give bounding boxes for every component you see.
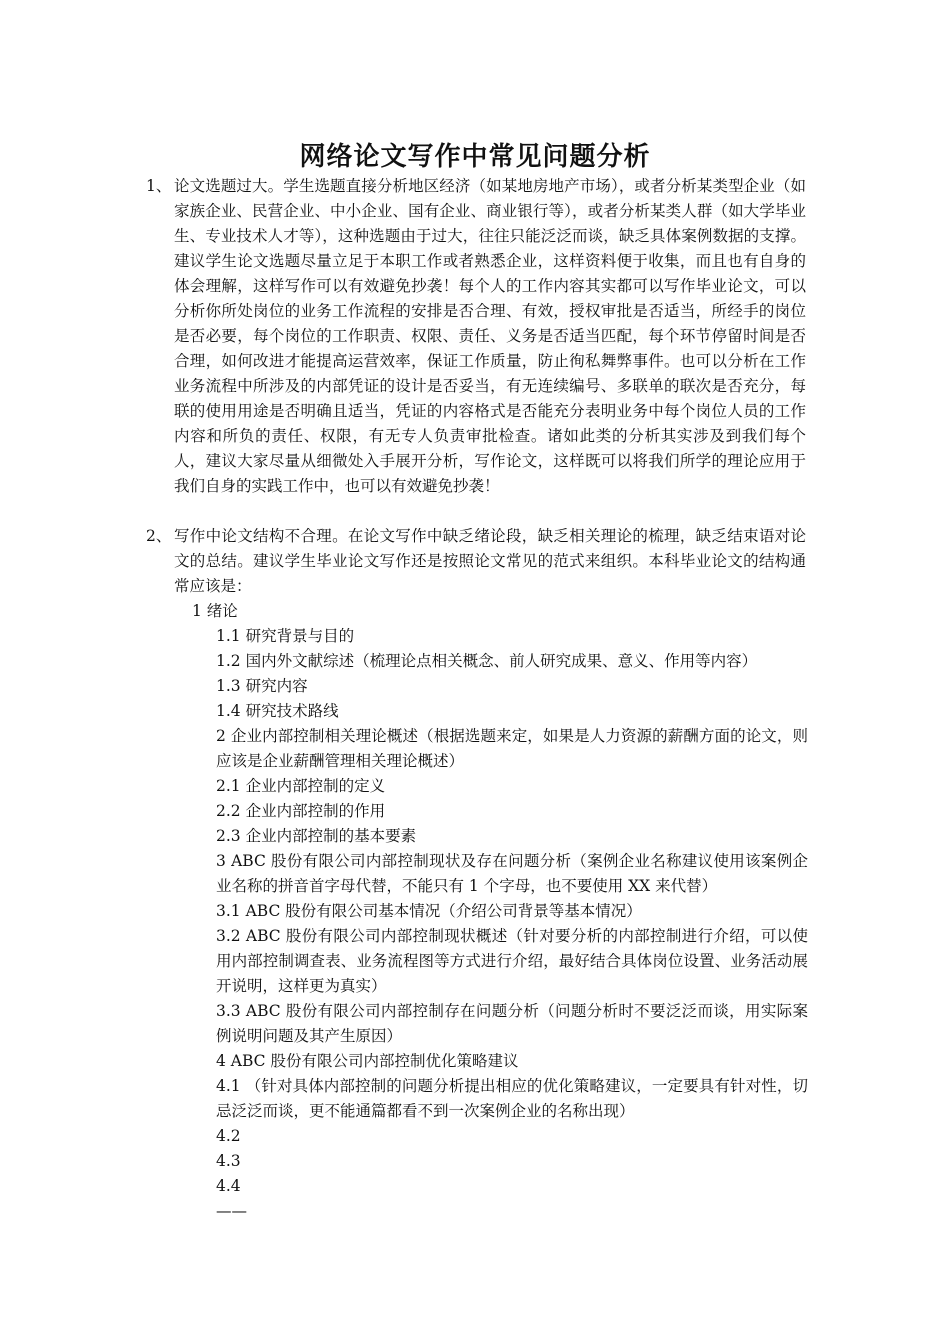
outline-line: 3.1 ABC 股份有限公司基本情况（介绍公司背景等基本情况） [216,902,642,920]
list-item-number: 1、 [146,177,172,195]
outline-line: 1.4 研究技术路线 [216,702,339,720]
list-item [146,174,806,499]
list-item-text: 论文选题过大。学生选题直接分析地区经济（如某地房地产市场），或者分析某类型企业（如家族企业、民营企业、中小企业、国有企业、商业银行等），或者分析某类人群（如大学毕业生、专业技术人才等），这种选题由于过大，往往只能泛泛而谈，缺乏具体案例数据的支撑。建议学生论文选题尽量立足于本职工作或者熟悉企业，这样资料便于收集，而且也有自身的体会理解，这样写作可以有效避免抄袭！每个人的工作内容其实都可以写作毕业论文，可以分析你所处岗位的业务工作流程的安排是否合理、有效，授权审批是否适当，所经手的岗位是否必要，每个岗位的工作职责、权限、责任、义务是否适当匹配，每个环节停留时间是否合理，如何改进才能提高运营效率，保证工作质量，防止徇私舞弊事件。也可以分析在工作业务流程中所涉及的内部凭证的设计是否妥当，有无连续编号、多联单的联次是否充分，每联的使用用途是否明确且适当，凭证的内容格式是否能充分表明业务中每个岗位人员的工作内容和所负的责任、权限，有无专人负责审批检查。诸如此类的分析其实涉及到我们每个人，建议大家尽量从细微处入手展开分析，写作论文，这样既可以将我们所学的理论应用于我们自身的实践工作中，也可以有效避免抄袭！ [174,177,806,495]
outline-line: 4.1 （针对具体内部控制的问题分析提出相应的优化策略建议，一定要具有针对性，切忌泛泛而谈，更不能通篇都看不到一次案例企业的名称出现） [216,1077,808,1120]
outline-line: 1 绪论 [192,602,238,620]
outline-line: 2.2 企业内部控制的作用 [216,802,386,820]
outline-line: 2.1 企业内部控制的定义 [216,777,386,795]
list-item-text: 写作中论文结构不合理。在论文写作中缺乏绪论段，缺乏相关理论的梳理，缺乏结束语对论文的总结。建议学生毕业论文写作还是按照论文常见的范式来组织。本科毕业论文的结构通常应该是： [174,527,806,595]
outline-line: 1.3 研究内容 [216,677,308,695]
outline-line: 4.3 [216,1152,241,1170]
document-title: 网络论文写作中常见问题分析 [299,142,651,172]
outline-line: 2.3 企业内部控制的基本要素 [216,827,417,845]
thesis-outline [192,599,808,1224]
outline-line: 2 企业内部控制相关理论概述（根据选题来定，如果是人力资源的薪酬方面的论文，则应该是企业薪酬管理相关理论概述） [216,727,808,770]
outline-line: 3 ABC 股份有限公司内部控制现状及存在问题分析（案例企业名称建议使用该案例企业名称的拼音首字母代替，不能只有 1 个字母，也不要使用 XX 来代替） [216,852,808,895]
list-item [146,524,806,599]
outline-line: 3.3 ABC 股份有限公司内部控制存在问题分析（问题分析时不要泛泛而谈，用实际案例说明问题及其产生原因） [216,1002,808,1045]
outline-line: 3.2 ABC 股份有限公司内部控制现状概述（针对要分析的内部控制进行介绍，可以使用内部控制调查表、业务流程图等方式进行介绍，最好结合具体岗位设置、业务活动展开说明，这样更为真实） [216,927,808,995]
outline-line: 4 ABC 股份有限公司内部控制优化策略建议 [216,1052,519,1070]
outline-line: 1.2 国内外文献综述（梳理论点相关概念、前人研究成果、意义、作用等内容） [216,652,758,670]
list-item-number: 2、 [146,527,172,545]
outline-line: 1.1 研究背景与目的 [216,627,355,645]
outline-line: 4.4 [216,1177,241,1195]
outline-line: 4.2 [216,1127,241,1145]
outline-line: —— [216,1202,247,1220]
